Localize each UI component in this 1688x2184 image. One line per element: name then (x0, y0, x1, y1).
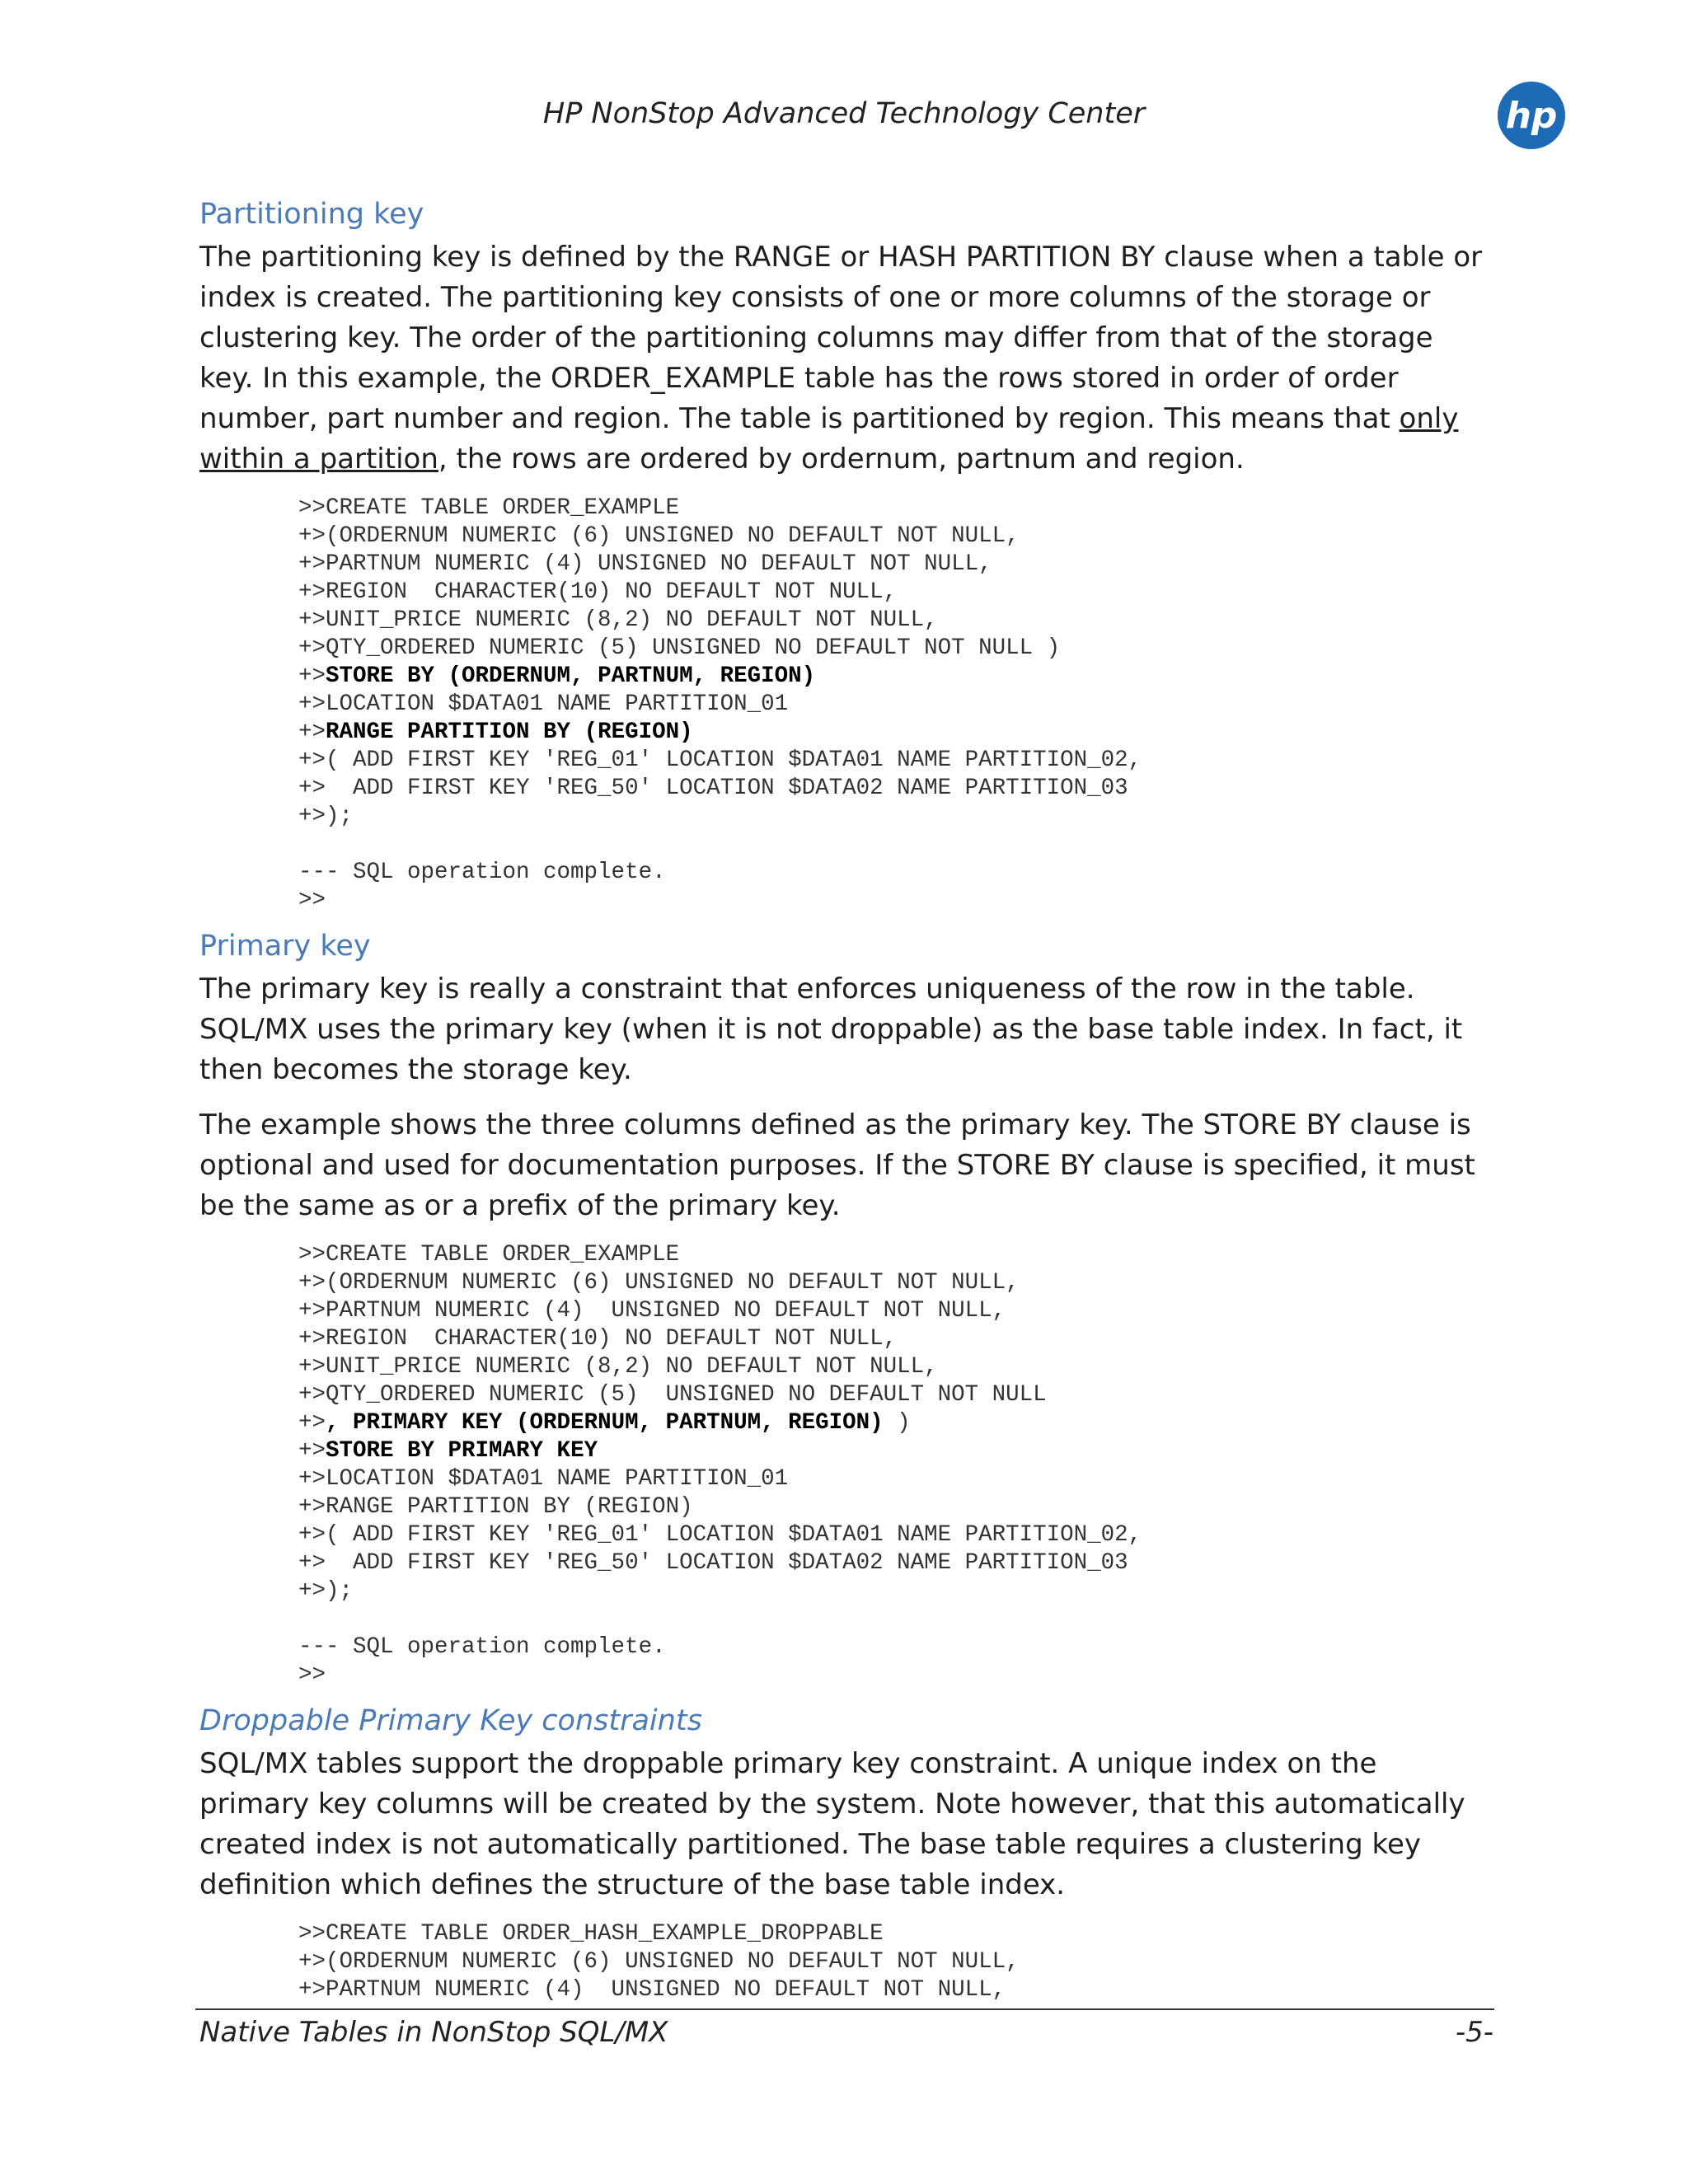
heading-partitioning-key: Partitioning key (199, 198, 424, 231)
code-text: +> ADD FIRST KEY 'REG_50' LOCATION $DATA02 NAME PARTITION_03 (298, 1550, 1128, 1576)
code-line (298, 1633, 1493, 1661)
code-text: >> (298, 1662, 326, 1688)
code-text: >> (298, 888, 326, 913)
code-line (298, 607, 1493, 635)
code-block-partitioning (298, 494, 1493, 915)
heading-primary-key: Primary key (199, 930, 371, 963)
code-text: +>PARTNUM NUMERIC (4) UNSIGNED NO DEFAULT NOT NULL, (298, 551, 992, 577)
code-line (298, 551, 1493, 579)
code-line (298, 1521, 1493, 1549)
partitioning-text-2: , the rows are ordered by ordernum, partnum and region. (438, 443, 1245, 476)
code-bold-text: STORE BY PRIMARY KEY (326, 1438, 598, 1464)
code-text: +>(ORDERNUM NUMERIC (6) UNSIGNED NO DEFAULT NOT NULL, (298, 1949, 1020, 1975)
hp-logo (1496, 80, 1567, 151)
code-text: >>CREATE TABLE ORDER_EXAMPLE (298, 495, 680, 521)
code-line (298, 1241, 1493, 1269)
code-text: +> (298, 663, 326, 689)
code-text: +>QTY_ORDERED NUMERIC (5) UNSIGNED NO DEFAULT NOT NULL (298, 1382, 1047, 1408)
code-block-droppable (298, 1920, 1493, 2004)
code-line (298, 747, 1493, 775)
code-line (298, 1577, 1493, 1605)
code-text: +>LOCATION $DATA01 NAME PARTITION_01 (298, 691, 789, 717)
code-bold-text: STORE BY (ORDERNUM, PARTNUM, REGION) (326, 663, 816, 689)
code-text: --- SQL operation complete. (298, 1634, 666, 1660)
code-line (298, 1325, 1493, 1353)
code-line (298, 1381, 1493, 1409)
code-line (298, 1297, 1493, 1325)
footer-rule (195, 2008, 1494, 2010)
code-line (298, 803, 1493, 831)
code-text: +>( ADD FIRST KEY 'REG_01' LOCATION $DATA01 NAME PARTITION_02, (298, 1522, 1142, 1548)
code-line (298, 523, 1493, 551)
code-text: +>(ORDERNUM NUMERIC (6) UNSIGNED NO DEFAULT NOT NULL, (298, 1270, 1020, 1296)
code-bold-text: RANGE PARTITION BY (REGION) (326, 719, 693, 745)
code-text: >>CREATE TABLE ORDER_HASH_EXAMPLE_DROPPABLE (298, 1921, 884, 1947)
footer-title: Native Tables in NonStop SQL/MX (199, 2016, 668, 2049)
code-text: +>( ADD FIRST KEY 'REG_01' LOCATION $DATA01 NAME PARTITION_02, (298, 748, 1142, 773)
code-line (298, 1661, 1493, 1690)
droppable-paragraph: SQL/MX tables support the droppable primary key constraint. A unique index on the primary key columns will be created by the system. Note however, that this automatically created index is not automatically partitioned. The base table requires a clustering key definition which defines the structure of the base table index. (199, 1747, 1465, 1901)
code-text: +>REGION CHARACTER(10) NO DEFAULT NOT NULL, (298, 579, 898, 605)
code-line (298, 1948, 1493, 1976)
code-line (298, 719, 1493, 747)
code-line (298, 494, 1493, 523)
code-text: +>UNIT_PRICE NUMERIC (8,2) NO DEFAULT NOT NULL, (298, 1354, 938, 1380)
code-bold-text: , PRIMARY KEY (ORDERNUM, PARTNUM, REGION) (326, 1410, 884, 1436)
code-line (298, 635, 1493, 663)
code-line (298, 775, 1493, 803)
code-text: +>(ORDERNUM NUMERIC (6) UNSIGNED NO DEFAULT NOT NULL, (298, 523, 1020, 549)
code-text: >>CREATE TABLE ORDER_EXAMPLE (298, 1242, 680, 1268)
primary-paragraph-1: The primary key is really a constraint that enforces uniqueness of the row in the table. SQL/MX uses the primary key (when it is not droppable) as the base table index. In fact, it then becomes the storage key. (199, 972, 1463, 1086)
code-block-primary (298, 1241, 1493, 1690)
code-line (298, 1409, 1493, 1437)
partitioning-paragraph (199, 237, 1493, 480)
code-line (298, 691, 1493, 719)
code-line (298, 1437, 1493, 1465)
code-text: +>PARTNUM NUMERIC (4) UNSIGNED NO DEFAULT NOT NULL, (298, 1977, 1006, 2003)
code-line (298, 1920, 1493, 1948)
code-line (298, 1269, 1493, 1297)
code-line (298, 1605, 1493, 1633)
partitioning-text-1: The partitioning key is defined by the RANGE or HASH PARTITION BY clause when a table or index is created. The partitioning key consists of one or more columns of the storage or clustering key. The order of the partitioning columns may differ from that of the storage key. In this example, the ORDER_EXAMPLE table has the rows stored in order of order number, part number and region. The table is partitioned by region. This means that (199, 241, 1483, 435)
code-line (298, 887, 1493, 915)
page-number: -5- (1455, 2016, 1493, 2049)
code-text: +>LOCATION $DATA01 NAME PARTITION_01 (298, 1466, 789, 1492)
partitioning-underlined: only within a partition (199, 402, 1459, 476)
code-text: +>); (298, 1578, 354, 1604)
primary-paragraph-2: The example shows the three columns defined as the primary key. The STORE BY clause is optional and used for documentation purposes. If the STORE BY clause is specified, it must be the same as or a prefix of the primary key. (199, 1108, 1475, 1222)
code-line (298, 1465, 1493, 1493)
code-line (298, 831, 1493, 859)
code-text: +> ADD FIRST KEY 'REG_50' LOCATION $DATA02 NAME PARTITION_03 (298, 776, 1128, 801)
code-text: +> (298, 1438, 326, 1464)
code-text: +>QTY_ORDERED NUMERIC (5) UNSIGNED NO DEFAULT NOT NULL ) (298, 635, 1061, 661)
hp-logo-text: hp (1505, 95, 1558, 137)
code-line (298, 859, 1493, 887)
code-line (298, 663, 1493, 691)
code-text: --- SQL operation complete. (298, 860, 666, 885)
document-body (199, 198, 1493, 2022)
code-text: +> (298, 1410, 326, 1436)
code-text: ) (883, 1410, 911, 1436)
heading-droppable-primary-key: Droppable Primary Key constraints (199, 1704, 702, 1737)
header-title: HP NonStop Advanced Technology Center (542, 97, 1146, 130)
code-line (298, 1493, 1493, 1521)
code-text: +>PARTNUM NUMERIC (4) UNSIGNED NO DEFAULT NOT NULL, (298, 1298, 1006, 1324)
code-text: +>UNIT_PRICE NUMERIC (8,2) NO DEFAULT NOT NULL, (298, 607, 938, 633)
code-line (298, 1976, 1493, 2004)
code-text: +>); (298, 804, 354, 829)
code-text: +> (298, 719, 326, 745)
code-text: +>RANGE PARTITION BY (REGION) (298, 1494, 693, 1520)
code-text: +>REGION CHARACTER(10) NO DEFAULT NOT NULL, (298, 1326, 898, 1352)
code-line (298, 1353, 1493, 1381)
code-line (298, 1549, 1493, 1577)
code-line (298, 579, 1493, 607)
